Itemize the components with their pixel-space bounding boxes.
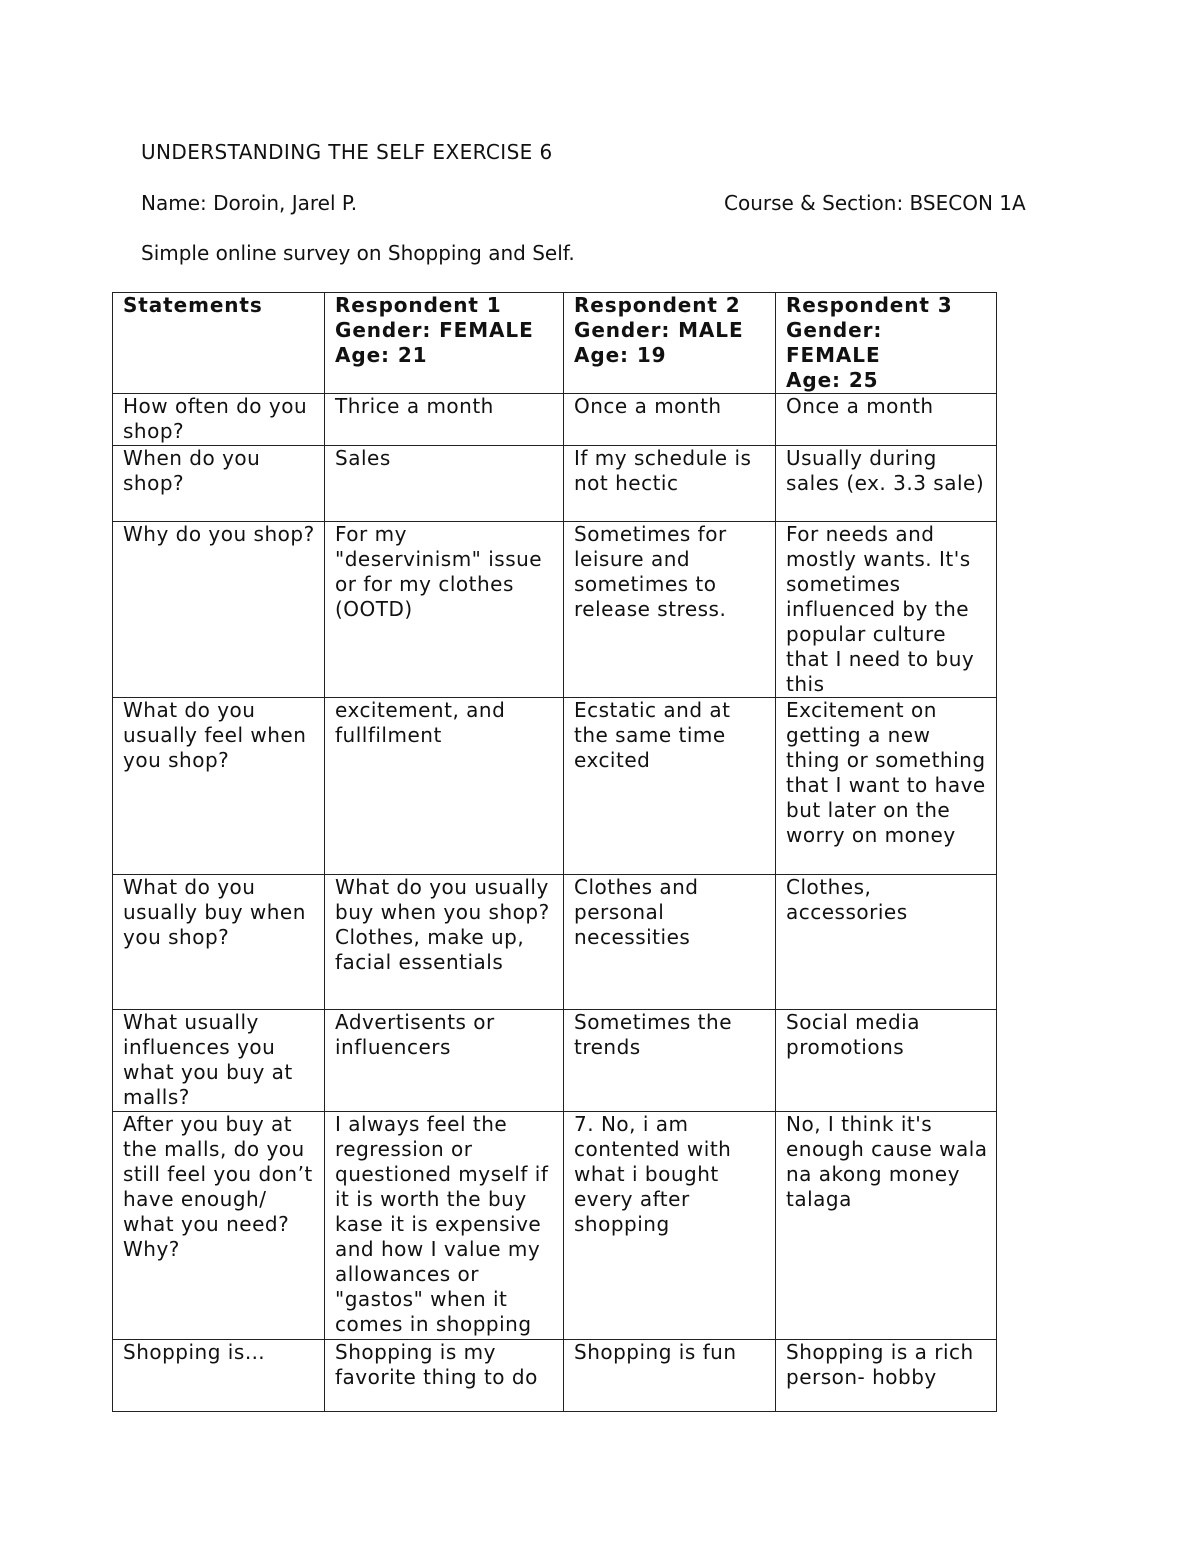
respondent-2-answer: 7. No, i am contented with what i bought every after shopping [564,1112,776,1340]
respondent-1-answer: Shopping is my favorite thing to do [325,1340,564,1412]
respondent-2-answer: Once a month [564,394,776,446]
statement-cell: What do you usually buy when you shop? [113,875,325,1010]
statement-cell: After you buy at the malls, do you still feel you don’t have enough/ what you need? Why? [113,1112,325,1340]
statement-cell: When do you shop? [113,446,325,522]
header-line: Gender: [786,318,883,342]
statement-cell: How often do you shop? [113,394,325,446]
table-header-row [113,293,997,394]
header-line: Respondent 2 [574,293,741,317]
table-row [113,1340,997,1412]
header-respondent-3 [776,293,997,394]
respondent-2-answer: Sometimes for leisure and sometimes to release stress. [564,522,776,698]
table-row [113,522,997,698]
respondent-1-answer: Sales [325,446,564,522]
header-line: Respondent 3 [786,293,953,317]
statement-cell: Shopping is… [113,1340,325,1412]
header-respondent-1 [325,293,564,394]
respondent-1-answer: excitement, and fullfilment [325,698,564,875]
respondent-3-answer: Social media promotions [776,1010,997,1112]
survey-intro: Simple online survey on Shopping and Self. [141,241,575,265]
table-row [113,875,997,1010]
respondent-1-answer: What do you usually buy when you shop? Clothes, make up, facial essentials [325,875,564,1010]
statement-cell: What usually influences you what you buy at malls? [113,1010,325,1112]
respondent-3-answer: Shopping is a rich person- hobby [776,1340,997,1412]
header-respondent-2 [564,293,776,394]
respondent-2-answer: Sometimes the trends [564,1010,776,1112]
respondent-1-answer: Thrice a month [325,394,564,446]
header-line: FEMALE [786,343,881,367]
respondent-3-answer: Clothes, accessories [776,875,997,1010]
header-line: Age: 19 [574,343,667,367]
header-line: Respondent 1 [335,293,502,317]
statement-cell: What do you usually feel when you shop? [113,698,325,875]
respondent-1-answer: I always feel the regression or questioned myself if it is worth the buy kase it is expensive and how I value my allowances or "gastos" when it comes in shopping [325,1112,564,1340]
respondent-2-answer: If my schedule is not hectic [564,446,776,522]
header-statements [113,293,325,394]
respondent-1-answer: For my "deservinism" issue or for my clothes (OOTD) [325,522,564,698]
table-row [113,446,997,522]
header-line: Gender: FEMALE [335,318,534,342]
header-line: Gender: MALE [574,318,744,342]
respondent-2-answer: Clothes and personal necessities [564,875,776,1010]
respondent-1-answer: Advertisents or influencers [325,1010,564,1112]
table-row [113,394,997,446]
header-line: Age: 21 [335,343,428,367]
respondent-2-answer: Ecstatic and at the same time excited [564,698,776,875]
table-row [113,1112,997,1340]
document-title: UNDERSTANDING THE SELF EXERCISE 6 [141,140,553,164]
respondent-2-answer: Shopping is fun [564,1340,776,1412]
respondent-3-answer: No, I think it's enough cause wala na akong money talaga [776,1112,997,1340]
respondent-3-answer: Excitement on getting a new thing or something that I want to have but later on the worry on money [776,698,997,875]
respondent-3-answer: Usually during sales (ex. 3.3 sale) [776,446,997,522]
statement-cell: Why do you shop? [113,522,325,698]
table-row [113,698,997,875]
survey-table [112,292,997,1412]
student-name: Name: Doroin, Jarel P. [141,191,358,215]
header-line: Statements [123,293,263,317]
header-line: Age: 25 [786,368,879,392]
respondent-3-answer: Once a month [776,394,997,446]
table-row [113,1010,997,1112]
respondent-3-answer: For needs and mostly wants. It's sometimes influenced by the popular culture that I need to buy this [776,522,997,698]
course-section: Course & Section: BSECON 1A [724,191,1026,215]
